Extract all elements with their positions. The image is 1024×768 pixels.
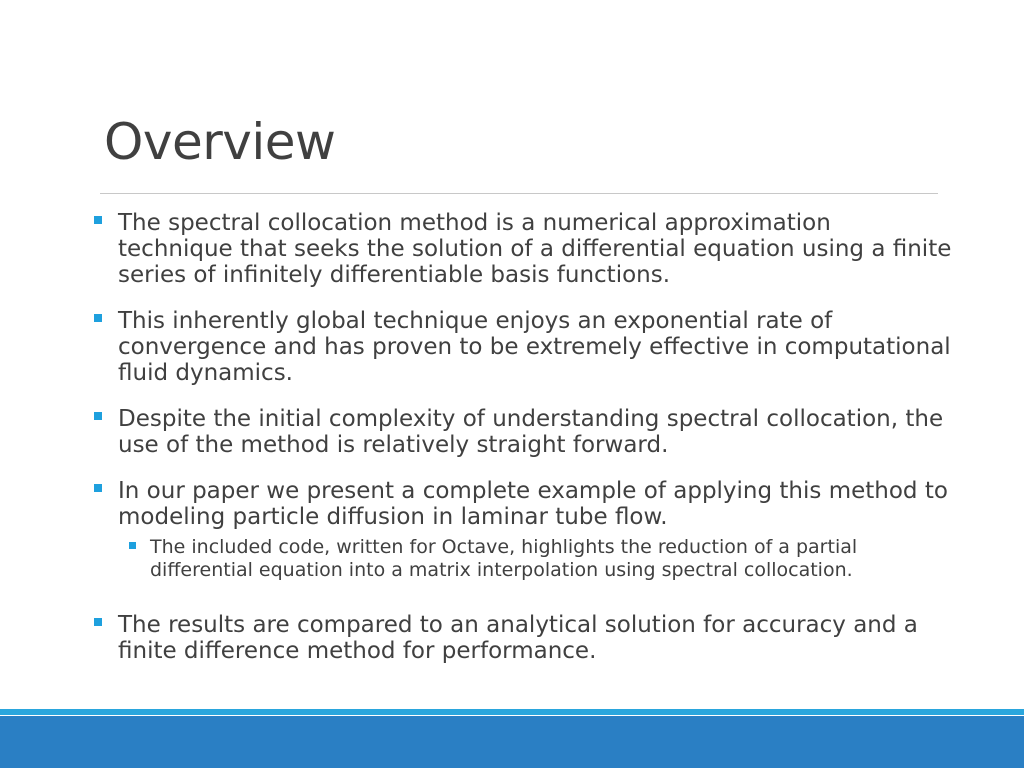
bullet-text: The spectral collocation method is a numerical approximation technique that seeks the solution of a differential equation using a finite series of infinitely differentiable basis functions. bbox=[118, 210, 952, 288]
bullet-list bbox=[92, 210, 952, 684]
bullet-text: Despite the initial complexity of understanding spectral collocation, the use of the method is relatively straight forward. bbox=[118, 406, 944, 458]
bullet-text: In our paper we present a complete example of applying this method to modeling particle diffusion in laminar tube flow. bbox=[118, 478, 948, 530]
square-bullet-icon bbox=[94, 314, 102, 322]
slide-title: Overview bbox=[104, 113, 336, 171]
bullet-item bbox=[92, 612, 952, 664]
bullet-text: This inherently global technique enjoys an exponential rate of convergence and has proven to be extremely effective in computational fluid dynamics. bbox=[118, 308, 951, 386]
sub-bullet-text: The included code, written for Octave, highlights the reduction of a partial differential equation into a matrix interpolation using spectral collocation. bbox=[150, 536, 858, 581]
square-bullet-icon bbox=[94, 618, 102, 626]
bullet-text: The results are compared to an analytical solution for accuracy and a finite difference method for performance. bbox=[118, 612, 918, 664]
bullet-item bbox=[92, 478, 952, 530]
bullet-item bbox=[92, 210, 952, 288]
footer-accent-line bbox=[0, 709, 1024, 715]
square-bullet-icon bbox=[94, 412, 102, 420]
title-divider bbox=[100, 193, 938, 194]
square-sub-bullet-icon bbox=[129, 542, 136, 549]
square-bullet-icon bbox=[94, 484, 102, 492]
sub-bullet-item bbox=[92, 536, 952, 582]
bullet-item bbox=[92, 308, 952, 386]
footer-band bbox=[0, 716, 1024, 768]
square-bullet-icon bbox=[94, 216, 102, 224]
bullet-item bbox=[92, 406, 952, 458]
